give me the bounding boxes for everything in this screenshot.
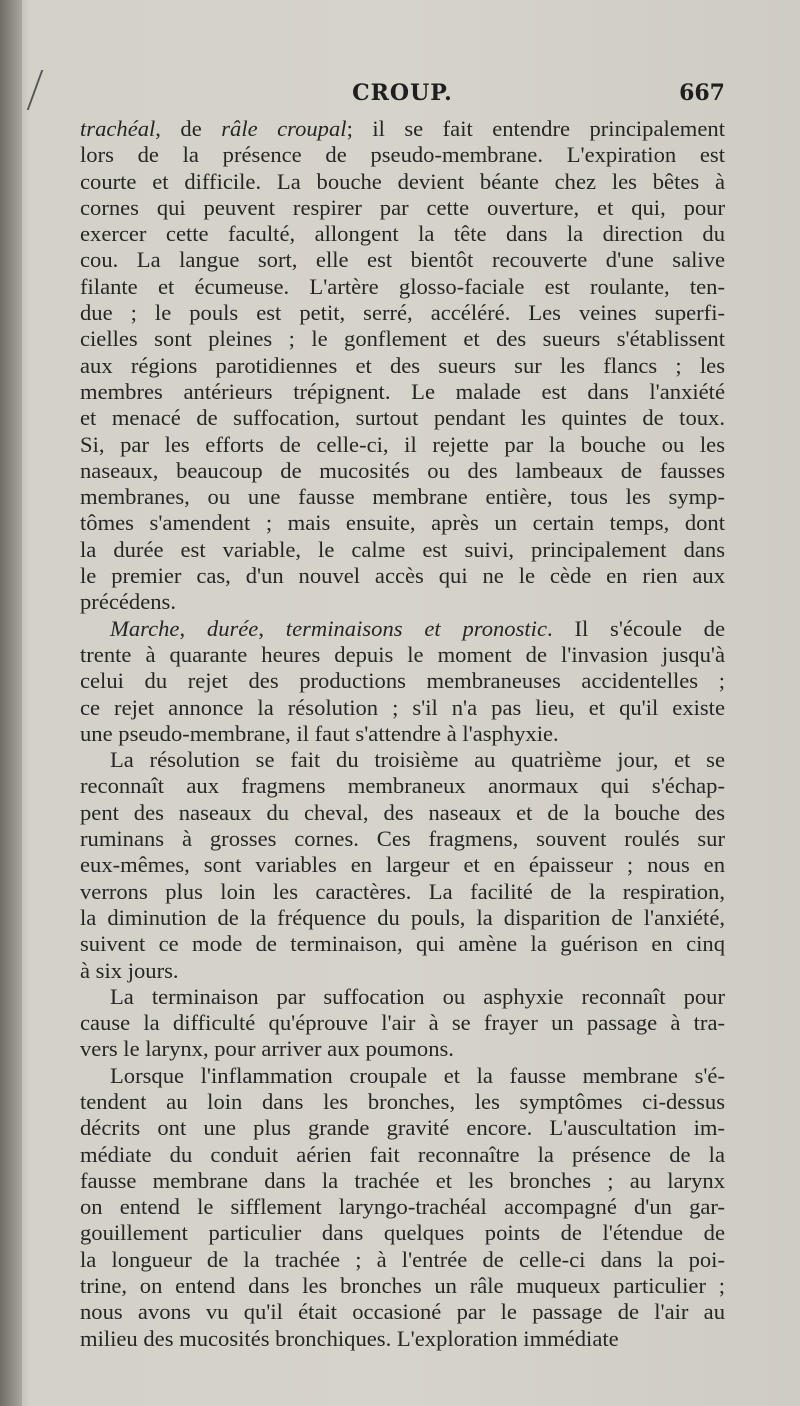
text-run: ce rejet annonce la résolution ; s'il n'a pas lieu, et qu'il existe: [80, 694, 725, 720]
text-line: [80, 1220, 725, 1246]
running-head: CROUP.: [352, 80, 453, 106]
text-run: Si, par les efforts de celle-ci, il rejette par la bouche ou les: [80, 431, 725, 457]
text-run: La résolution se fait du troisième au quatrième jour, et se: [110, 747, 725, 773]
text-run: lors de la présence de pseudo-membrane. L'expiration est: [80, 142, 725, 168]
text-line: [80, 300, 725, 326]
text-run: gouillement particulier dans quelques points de l'étendue de: [80, 1220, 725, 1246]
text-run: eux-mêmes, sont variables en largeur et en épaisseur ; nous en: [80, 852, 725, 878]
text-run: cornes qui peuvent respirer par cette ouverture, et qui, pour: [80, 194, 725, 220]
text-run: exercer cette faculté, allongent la tête dans la direction du: [80, 221, 725, 247]
text-line: [80, 1142, 725, 1168]
text-run: trente à quarante heures depuis le moment de l'invasion jusqu'à: [80, 641, 725, 667]
text-line: [80, 1063, 725, 1089]
text-run: cou. La langue sort, elle est bientôt recouverte d'une salive: [80, 247, 725, 273]
text-line: [80, 668, 725, 694]
text-line: [80, 247, 725, 273]
paragraph: [80, 1063, 725, 1352]
text-line: [80, 1036, 725, 1062]
italic-text: Marche: [110, 615, 180, 641]
text-line: [80, 405, 725, 431]
text-run: la durée est variable, le calme est suivi, principalement dans: [80, 536, 725, 562]
text-line: [80, 169, 725, 195]
text-line: [80, 1299, 725, 1325]
text-line: [80, 1168, 725, 1194]
text-line: [80, 879, 725, 905]
text-line: [80, 195, 725, 221]
text-run: celui du rejet des productions membraneuses accidentelles ;: [80, 668, 725, 694]
text-run: fausse membrane dans la trachée et les bronches ; au larynx: [80, 1167, 725, 1193]
text-line: [80, 589, 725, 615]
text-run: la longueur de la trachée ; à l'entrée de celle-ci dans la poi-: [80, 1246, 725, 1272]
text-line: [80, 353, 725, 379]
paragraph: [80, 984, 725, 1063]
text-run: due ; le pouls est petit, serré, accéléré. Les veines superfi-: [80, 300, 725, 326]
text-run: vers le larynx, pour arriver aux poumons.: [80, 1036, 454, 1062]
text-run: à six jours.: [80, 957, 179, 983]
text-run: reconnaît aux fragmens membraneux anormaux qui s'échap-: [80, 773, 725, 799]
text-run: cause la difficulté qu'éprouve l'air à se frayer un passage à tra-: [80, 1010, 725, 1036]
text-run: suivent ce mode de terminaison, qui amène la guérison en cinq: [80, 931, 725, 957]
italic-text: râle croupal: [221, 116, 347, 141]
text-run: décrits ont une plus grande gravité encore. L'auscultation im-: [80, 1115, 725, 1141]
text-run: verrons plus loin les caractères. La facilité de la respiration,: [80, 878, 725, 904]
text-run: ; il se fait entendre principalement: [346, 116, 725, 141]
text-line: [80, 616, 725, 642]
text-line: [80, 274, 725, 300]
text-run: . Il s'écoule de: [546, 615, 725, 641]
text-line: [80, 931, 725, 957]
text-line: [80, 852, 725, 878]
text-run: filante et écumeuse. L'artère glosso-faciale est roulante, ten-: [80, 273, 725, 299]
page-number: 667: [679, 80, 725, 106]
text-run: pent des naseaux du cheval, des naseaux et de la bouche des: [80, 799, 725, 825]
text-run: , de: [155, 116, 222, 141]
text-run: le premier cas, d'un nouvel accès qui ne le cède en rien aux: [80, 563, 725, 589]
text-run: cielles sont pleines ; le gonflement et des sueurs s'établissent: [80, 326, 725, 352]
italic-text: trachéal: [80, 116, 156, 141]
margin-pencil-mark: [27, 70, 58, 110]
text-run: trine, on entend dans les bronches un râle muqueux particulier ;: [80, 1273, 725, 1299]
text-line: [80, 510, 725, 536]
text-line: [80, 326, 725, 352]
text-line: [80, 1247, 725, 1273]
text-run: membres antérieurs trépignent. Le malade est dans l'anxiété: [80, 378, 725, 404]
text-line: [80, 1115, 725, 1141]
text-line: [80, 773, 725, 799]
text-line: [80, 537, 725, 563]
text-line: [80, 826, 725, 852]
text-run: tômes s'amendent ; mais ensuite, après un certain temps, dont: [80, 510, 725, 536]
text-run: courte et difficile. La bouche devient béante chez les bêtes à: [80, 168, 725, 194]
text-run: une pseudo-membrane, il faut s'attendre à l'asphyxie.: [80, 720, 559, 746]
text-run: ,: [258, 615, 286, 641]
italic-text: terminaisons et pronostic: [285, 615, 547, 641]
paragraph: [80, 616, 725, 747]
text-run: médiate du conduit aérien fait reconnaître la présence de la: [80, 1141, 725, 1167]
text-line: [80, 1010, 725, 1036]
text-line: [80, 642, 725, 668]
text-run: naseaux, beaucoup de mucosités ou des lambeaux de fausses: [80, 457, 725, 483]
text-line: [80, 563, 725, 589]
text-line: [80, 984, 725, 1010]
text-line: [80, 800, 725, 826]
text-run: la diminution de la fréquence du pouls, la disparition de l'anxiété,: [80, 904, 725, 930]
text-run: et menacé de suffocation, surtout pendant les quintes de toux.: [80, 405, 725, 431]
paragraph: [80, 116, 725, 616]
text-line: [80, 958, 725, 984]
text-line: [80, 1326, 725, 1352]
paragraph: [80, 747, 725, 984]
text-line: [80, 221, 725, 247]
text-line: [80, 1089, 725, 1115]
text-line: [80, 484, 725, 510]
text-line: [80, 432, 725, 458]
text-line: [80, 1194, 725, 1220]
text-run: Lorsque l'inflammation croupale et la fausse membrane s'é-: [110, 1062, 725, 1088]
text-run: milieu des mucosités bronchiques. L'exploration immédiate: [80, 1325, 619, 1351]
text-line: [80, 142, 725, 168]
text-line: [80, 747, 725, 773]
text-run: nous avons vu qu'il était occasioné par le passage de l'air au: [80, 1299, 725, 1325]
text-run: ruminans à grosses cornes. Ces fragmens, souvent roulés sur: [80, 826, 725, 852]
body-text: [80, 116, 725, 1352]
text-line: [80, 905, 725, 931]
page-gutter: [0, 0, 22, 1406]
text-run: La terminaison par suffocation ou asphyxie reconnaît pour: [110, 983, 725, 1009]
text-run: tendent au loin dans les bronches, les symptômes ci-dessus: [80, 1088, 725, 1114]
text-run: précédens.: [80, 589, 176, 615]
italic-text: durée: [206, 615, 259, 641]
text-line: [80, 695, 725, 721]
page-header: [80, 80, 725, 116]
text-run: on entend le sifflement laryngo-trachéal accompagné d'un gar-: [80, 1194, 725, 1220]
text-line: [80, 379, 725, 405]
text-run: aux régions parotidiennes et des sueurs sur les flancs ; les: [80, 352, 725, 378]
text-line: [80, 116, 725, 142]
text-line: [80, 721, 725, 747]
text-line: [80, 1273, 725, 1299]
text-run: ,: [179, 615, 207, 641]
text-run: membranes, ou une fausse membrane entière, tous les symp-: [80, 484, 725, 510]
text-line: [80, 458, 725, 484]
